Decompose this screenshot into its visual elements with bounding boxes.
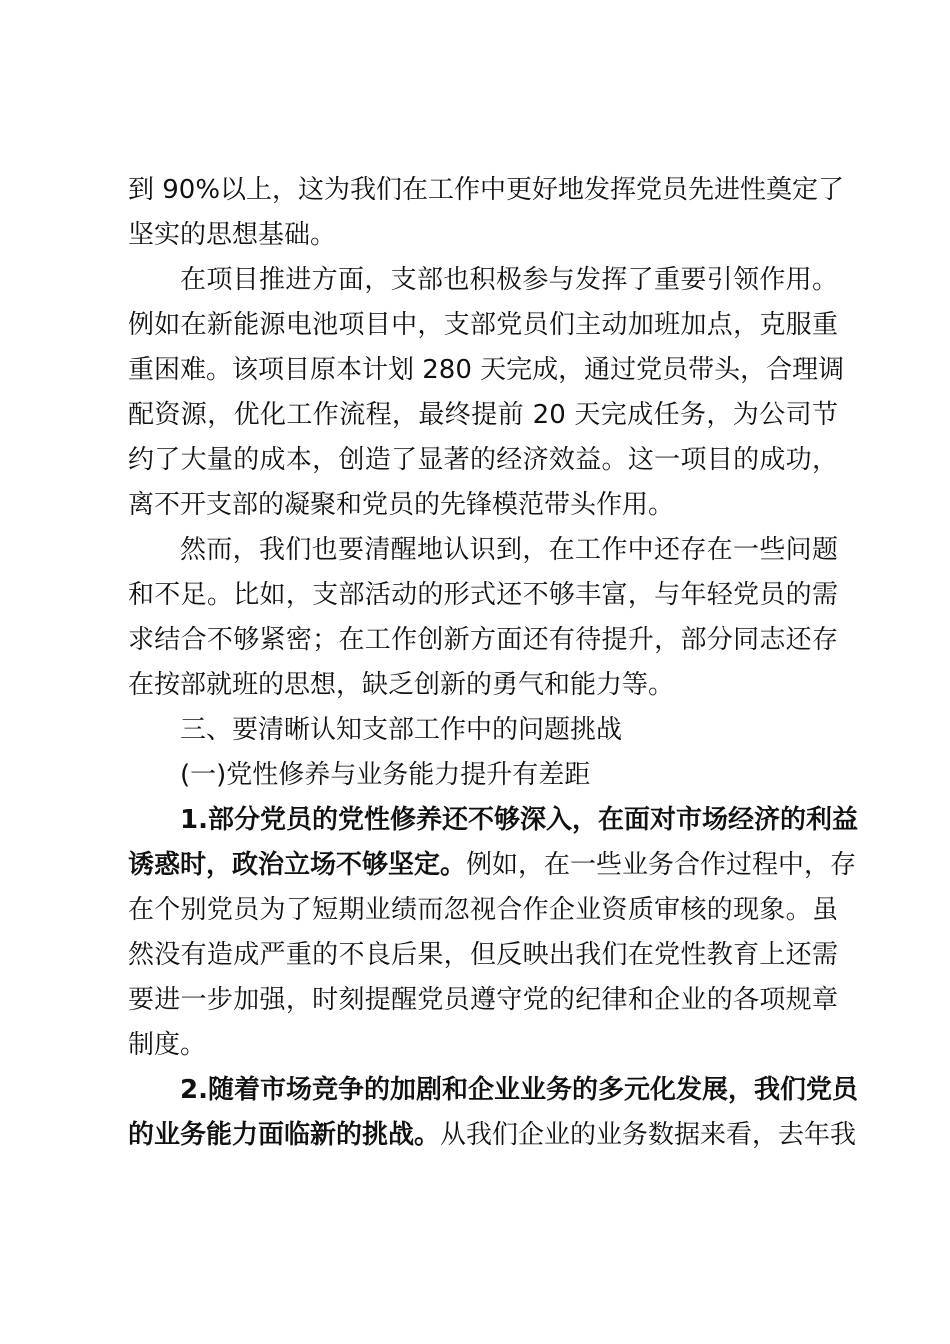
body-text: (一)党性修养与业务能力提升有差距 [180,760,591,790]
text-line [128,1068,858,1113]
text-line [128,978,838,1023]
bold-heading-text: 诱惑时，政治立场不够坚定。 [128,850,467,880]
text-line [128,708,838,753]
body-text: 约了大量的成本，创造了显著的经济效益。这一项目的成功， [128,445,838,475]
text-line [128,393,838,438]
body-text: 制度。 [128,1030,207,1060]
text-line [128,303,838,348]
text-line [128,663,838,708]
text-line [128,1113,857,1158]
document-body [128,168,858,1158]
text-line [128,528,838,573]
body-text: 然而，我们也要清醒地认识到，在工作中还存在一些问题 [180,535,838,565]
bold-heading-text: 的业务能力面临新的挑战。 [128,1120,441,1150]
body-text: 要进一步加强，时刻提醒党员遵守党的纪律和企业的各项规章 [128,985,838,1015]
text-line [128,798,858,843]
text-line [128,483,838,528]
text-line [128,573,838,618]
text-line [128,843,857,888]
text-line [128,1023,838,1068]
bold-heading-text: 2.随着市场竞争的加剧和企业业务的多元化发展，我们党员 [180,1075,858,1105]
text-line [128,213,838,258]
text-line [128,348,845,393]
body-text: 在项目推进方面，支部也积极参与发挥了重要引领作用。 [180,265,838,295]
body-text: 到 90%以上，这为我们在工作中更好地发挥党员先进性奠定了 [128,175,845,205]
body-text: 在按部就班的思想，缺乏创新的勇气和能力等。 [128,670,675,700]
text-line [128,933,838,978]
body-text: 求结合不够紧密；在工作创新方面还有待提升，部分同志还存 [128,625,838,655]
body-text: 在个别党员为了短期业绩而忽视合作企业资质审核的现象。虽 [128,895,838,925]
body-text: 坚实的思想基础。 [128,220,337,250]
bold-heading-text: 1.部分党员的党性修养还不够深入，在面对市场经济的利益 [180,805,858,835]
body-text: 例如在新能源电池项目中，支部党员们主动加班加点，克服重 [128,310,838,340]
text-line [128,258,838,303]
body-text: 和不足。比如，支部活动的形式还不够丰富，与年轻党员的需 [128,580,838,610]
body-text: 然没有造成严重的不良后果，但反映出我们在党性教育上还需 [128,940,838,970]
body-text: 配资源，优化工作流程，最终提前 20 天完成任务，为公司节 [128,400,838,430]
body-text: 例如，在一些业务合作过程中，存 [466,850,857,880]
text-line [128,438,838,483]
text-line [128,888,838,933]
body-text: 重困难。该项目原本计划 280 天完成，通过党员带头，合理调 [128,355,845,385]
body-text: 从我们企业的业务数据来看，去年我 [440,1120,857,1150]
text-line [128,618,838,663]
body-text: 离不开支部的凝聚和党员的先锋模范带头作用。 [128,490,675,520]
text-line [128,168,845,213]
text-line [128,753,838,798]
body-text: 三、要清晰认知支部工作中的问题挑战 [180,715,623,745]
